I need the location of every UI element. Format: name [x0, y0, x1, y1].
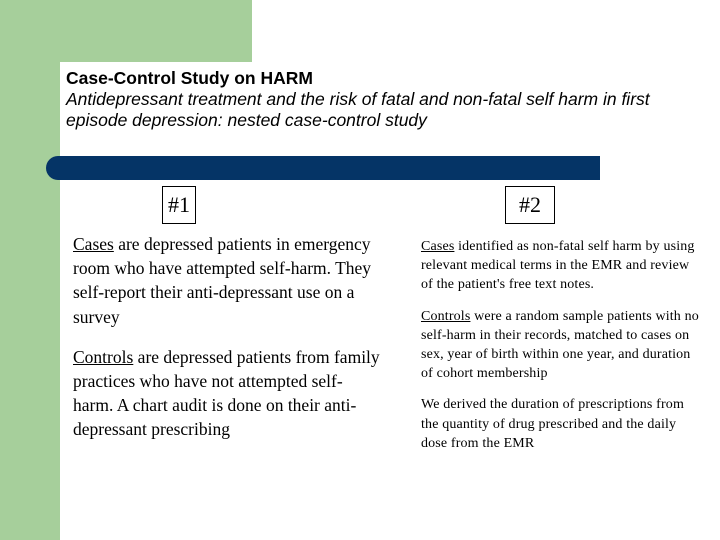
study-2-cases-text: identified as non-fatal self harm by using relevant medical terms in the EMR and review of the patient's free text notes. [421, 239, 695, 293]
study-1-column [73, 232, 383, 458]
study-1-cases-term: Cases [73, 234, 114, 254]
title-heading: Case-Control Study on HARM [66, 68, 313, 88]
slide-title [66, 68, 706, 131]
divider-bar [46, 156, 600, 180]
study-2-controls-term: Controls [421, 308, 471, 324]
title-subheading: Antidepressant treatment and the risk of fatal and non-fatal self harm in first episode depression: nested case-control study [66, 89, 650, 130]
study-2-duration: We derived the duration of prescriptions from the quantity of drug prescribed and the daily dose from the EMR [421, 397, 684, 451]
study-2-controls [421, 307, 703, 384]
study-1-controls-term: Controls [73, 346, 134, 367]
study-2-cases-term: Cases [421, 239, 455, 254]
study-1-cases [73, 232, 383, 329]
study-1-cases-text: are depressed patients in emergency room who have attempted self-harm. They self-report their anti-depressant use on a survey [73, 234, 372, 327]
green-accent-left [0, 0, 60, 540]
study-1-label: #1 [162, 186, 196, 224]
study-2-cases [421, 237, 703, 295]
study-1-controls [73, 345, 383, 442]
study-2-column [421, 237, 703, 463]
study-2-controls-text: were a random sample patients with no self-harm in their records, matched to cases on sex, year of birth within one year, and duration of cohort membership [421, 308, 699, 382]
study-2-label: #2 [505, 186, 555, 224]
study-1-controls-text: are depressed patients from family practices who have not attempted self-harm. A chart audit is done on their anti-depressant prescribing [73, 346, 380, 440]
